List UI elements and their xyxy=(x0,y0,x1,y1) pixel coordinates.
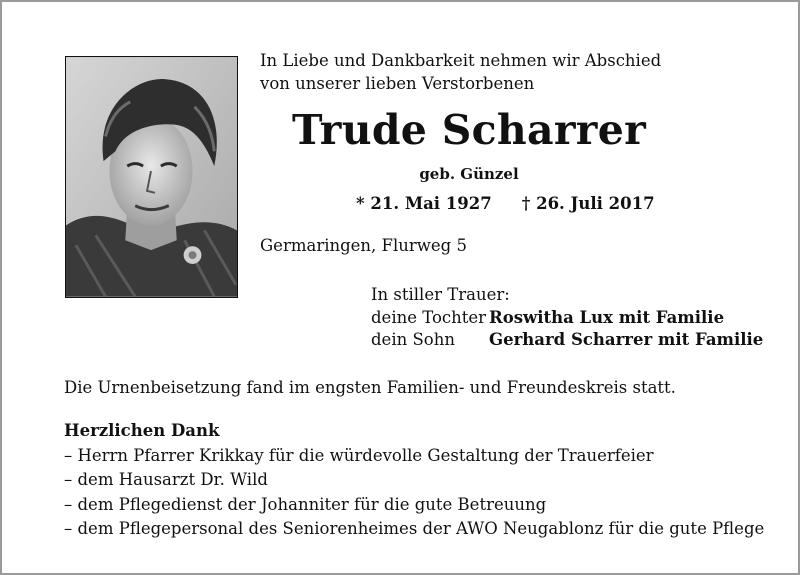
mourner-relation: deine Tochter xyxy=(371,308,487,327)
thanks-item: – dem Pflegedienst der Johanniter für die gute Betreuung xyxy=(64,495,547,514)
mourner-relation: dein Sohn xyxy=(371,330,455,349)
portrait-image xyxy=(66,57,237,297)
thanks-heading: Herzlichen Dank xyxy=(64,421,220,440)
intro-line-1: In Liebe und Dankbarkeit nehmen wir Abschied xyxy=(260,51,662,70)
life-dates xyxy=(356,192,655,216)
death-date: † 26. Juli 2017 xyxy=(521,194,655,213)
deceased-name: Trude Scharrer xyxy=(291,106,646,154)
funeral-note: Die Urnenbeisetzung fand im engsten Familien- und Freundeskreis statt. xyxy=(64,378,676,397)
mourner-names: Gerhard Scharrer mit Familie xyxy=(489,330,764,349)
birth-name: geb. Günzel xyxy=(419,165,519,183)
birth-date: * 21. Mai 1927 xyxy=(356,194,492,213)
intro-line-2: von unserer lieben Verstorbenen xyxy=(260,74,535,93)
portrait-photo xyxy=(65,56,238,298)
thanks-item: – Herrn Pfarrer Krikkay für die würdevolle Gestaltung der Trauerfeier xyxy=(64,446,654,465)
mourner-names: Roswitha Lux mit Familie xyxy=(489,308,725,327)
address: Germaringen, Flurweg 5 xyxy=(260,236,467,255)
thanks-item: – dem Hausarzt Dr. Wild xyxy=(64,470,268,489)
mourners-heading: In stiller Trauer: xyxy=(371,285,510,304)
thanks-item: – dem Pflegepersonal des Seniorenheimes der AWO Neugablonz für die gute Pflege xyxy=(64,519,765,538)
